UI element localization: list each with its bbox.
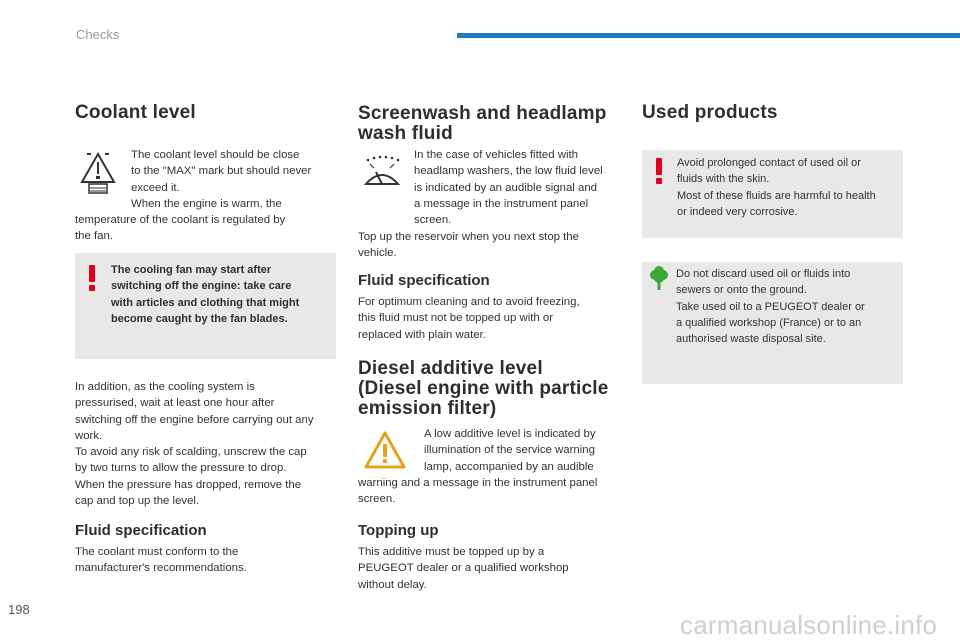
screenwash-spec-line: this fluid must not be topped up with or [358,312,554,325]
coolant-warning-line: The cooling fan may start after [111,264,272,276]
coolant-warning-line: become caught by the fan blades. [111,312,288,325]
coolant-intro-line: to the "MAX" mark but should never [131,165,312,178]
screenwash-intro-line: a message in the instrument panel [414,197,589,210]
screenwash-intro-line: headlamp washers, the low fluid level [414,165,603,178]
header-accent-bar [457,33,960,38]
used-products-warning-box [642,150,903,238]
screenwash-intro-line: screen. [414,214,452,227]
used-warning-line: or indeed very corrosive. [677,205,798,218]
coolant-body-line: pressurised, wait at least one hour after [75,397,275,410]
coolant-warning-line: switching off the engine: take care [111,280,292,293]
coolant-fan-warning-box [75,253,336,359]
exclamation-icon [87,265,97,296]
diesel-intro-line: warning and a message in the instrument panel [358,477,598,489]
topping-up-title: Topping up [358,522,439,539]
coolant-body-line: To avoid any risk of scalding, unscrew the cap [75,446,307,459]
used-warning-line: Avoid prolonged contact of used oil or [677,157,861,169]
screenwash-spec-line: replaced with plain water. [358,328,486,341]
coolant-title: Coolant level [75,102,196,123]
service-warning-triangle-icon [364,430,406,470]
screenwash-spec-title: Fluid specification [358,272,490,289]
coolant-spec-line: manufacturer's recommendations. [75,562,247,575]
coolant-warning-line: with articles and clothing that might [111,296,300,309]
coolant-intro-line: the fan. [75,230,113,243]
coolant-body-line: work. [75,429,103,442]
coolant-spec-title: Fluid specification [75,522,207,539]
used-eco-line: Take used oil to a PEUGEOT dealer or [676,300,865,313]
diesel-title-line: Diesel additive level [358,358,543,379]
screenwash-intro-line: vehicle. [358,247,397,260]
page-number: 198 [8,602,30,617]
diesel-intro-line: screen. [358,493,396,506]
section-title: Checks [76,27,120,42]
screenwash-title-line: wash fluid [358,123,453,144]
coolant-intro-line: temperature of the coolant is regulated by [75,214,286,226]
diesel-intro-line: A low additive level is indicated by [424,428,596,440]
washer-fluid-icon [362,154,402,192]
screenwash-title-line: Screenwash and headlamp [358,103,607,124]
screenwash-intro-line: is indicated by an audible signal and [414,181,598,194]
used-eco-line: a qualified workshop (France) or to an [676,316,862,329]
screenwash-intro-line: Top up the reservoir when you next stop the [358,231,579,243]
diesel-intro-line: illumination of the service warning [424,444,595,457]
watermark: carmanualsonline.info [680,610,938,640]
used-eco-line: Do not discard used oil or fluids into [676,268,851,280]
topping-up-line: without delay. [358,578,427,591]
screenwash-intro-line: In the case of vehicles fitted with [414,149,578,161]
screenwash-spec-line: For optimum cleaning and to avoid freezing, [358,296,580,308]
diesel-title-line: emission filter) [358,398,497,419]
diesel-title-line: (Diesel engine with particle [358,378,609,399]
coolant-body-line: cap and top up the level. [75,495,200,508]
diesel-intro-line: lamp, accompanied by an audible [424,460,594,473]
used-warning-line: fluids with the skin. [677,173,770,186]
coolant-body-line: by two turns to allow the pressure to drop. [75,462,287,475]
used-eco-line: sewers or onto the ground. [676,284,807,297]
used-products-eco-box [642,262,903,384]
eco-tree-icon [648,266,670,297]
used-warning-line: Most of these fluids are harmful to health [677,189,876,202]
coolant-body-line: switching off the engine before carrying out any [75,413,314,426]
coolant-intro-line: The coolant level should be close [131,149,300,161]
coolant-intro-line: exceed it. [131,181,180,194]
coolant-body-line: In addition, as the cooling system is [75,381,255,393]
coolant-body-line: When the pressure has dropped, remove the [75,478,302,491]
coolant-spec-line: The coolant must conform to the [75,546,239,558]
exclamation-icon [654,158,664,189]
coolant-intro-line: When the engine is warm, the [131,197,282,210]
used-eco-line: authorised waste disposal site. [676,333,826,346]
used-products-title: Used products [642,102,778,123]
topping-up-line: PEUGEOT dealer or a qualified workshop [358,562,569,575]
coolant-temperature-warning-icon [80,150,116,196]
topping-up-line: This additive must be topped up by a [358,546,545,558]
